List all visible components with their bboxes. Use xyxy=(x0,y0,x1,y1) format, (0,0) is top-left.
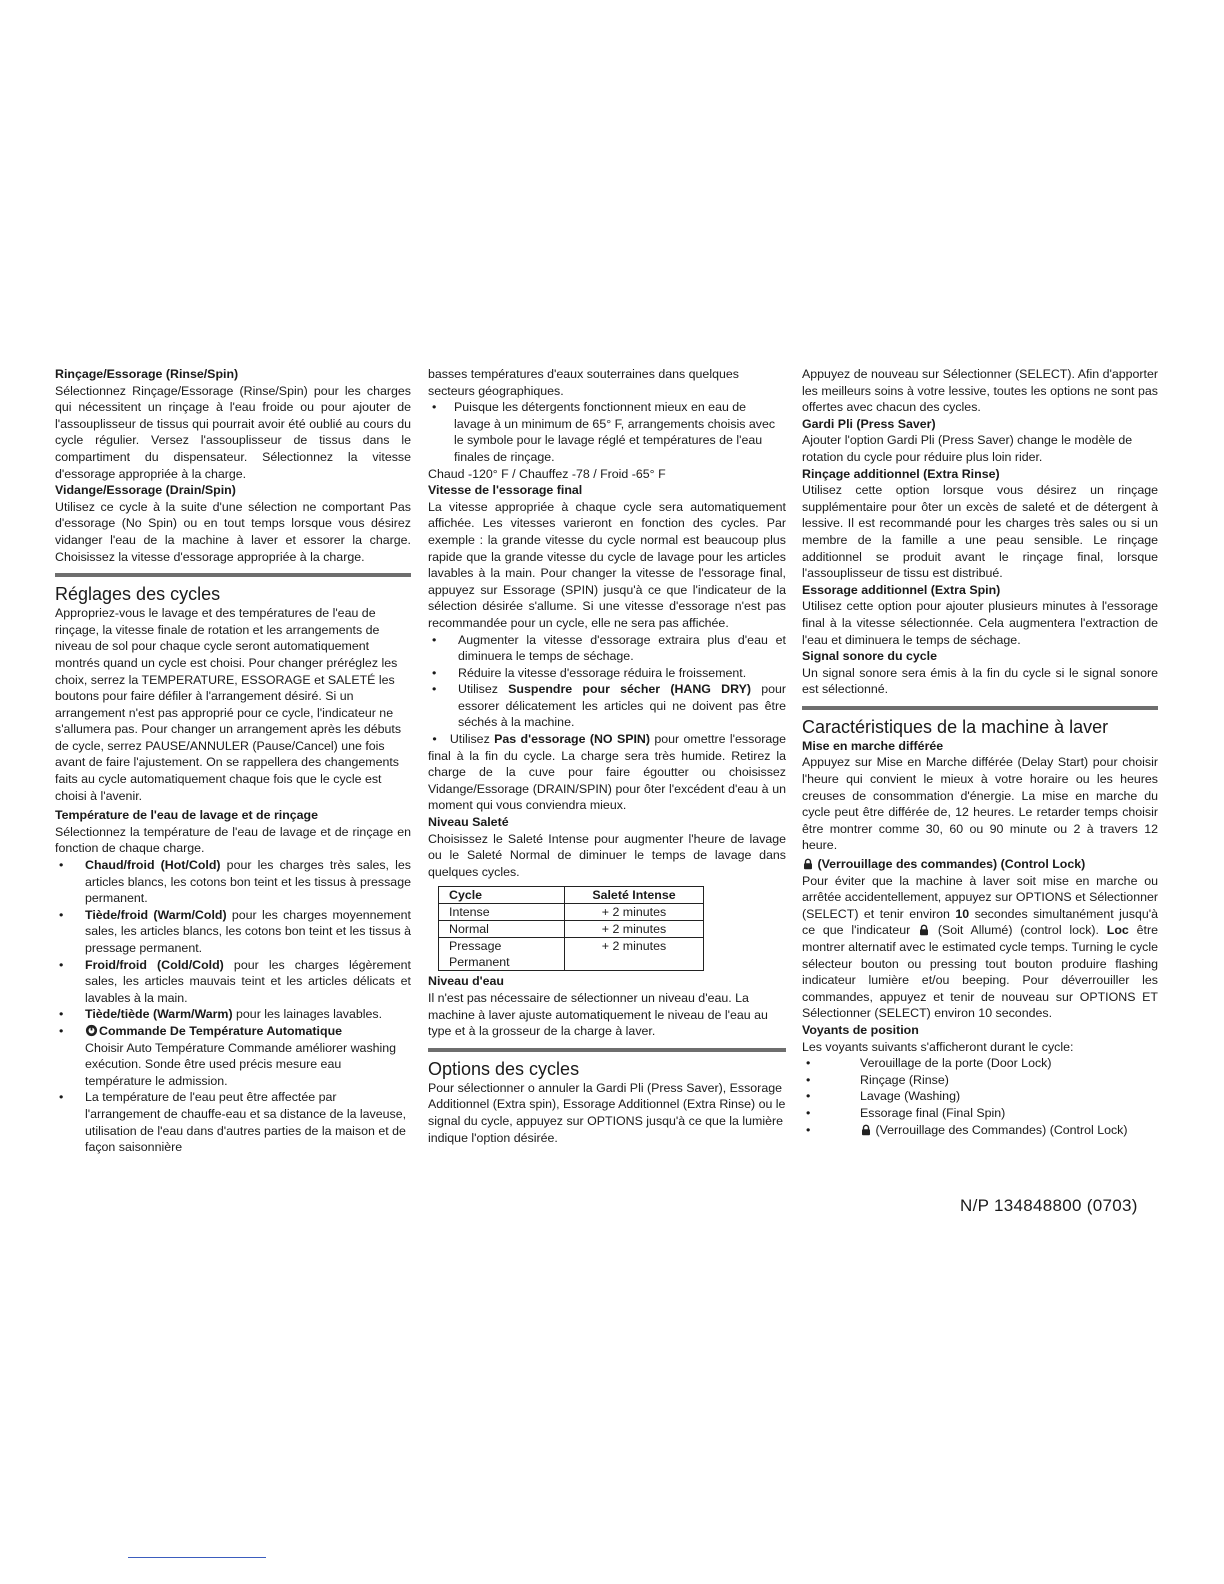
status-lights-body: Les voyants suivants s'afficheront durant le cycle: xyxy=(802,1039,1074,1054)
list-item: • Augmenter la vitesse d'essorage extraira plus d'eau et diminuera le temps de séchage. xyxy=(428,632,786,665)
list-item: • (Verrouillage des Commandes) (Control Lock) xyxy=(802,1122,1158,1139)
list-item: • Commande De Température Automatique Choisir Auto Température Commande améliorer washing exécution. Sonde être used précis mesure eau température le admission. xyxy=(55,1023,411,1089)
drain-spin-body: Utilisez ce cycle à la suite d'une sélection ne comportant Pas d'essorage (No Spin) ou en tout temps lorsque vous désirez vidanger l'eau de la machine à laver et essorer la charge. Choisissez la vitesse d'essorage appropriée à la charge. xyxy=(55,499,411,564)
soil-table xyxy=(438,886,704,971)
column-2 xyxy=(428,366,786,1146)
column-1 xyxy=(55,366,411,1156)
list-item: • Puisque les détergents fonctionnent mieux en eau de lavage à un minimum de 65° F, arrangements choisis avec le symbole pour le lavage réglé et températures de l'eau finales de rinçage. xyxy=(428,399,786,465)
list-item: • Essorage final (Final Spin) xyxy=(802,1105,1158,1122)
table-row xyxy=(439,904,704,921)
extra-rinse-heading: Rinçage additionnel (Extra Rinse) xyxy=(802,466,1000,481)
list-item: • La température de l'eau peut être affectée par l'arrangement de chauffe-eau et sa distance de la laveuse, utilisation de l'eau dans d'autres parties de la maison et de façon saisonnière xyxy=(55,1089,411,1155)
status-lights-list xyxy=(802,1055,1158,1138)
list-item: • Rinçage (Rinse) xyxy=(802,1072,1158,1089)
table-row xyxy=(439,938,704,971)
list-item: • Froid/froid (Cold/Cold) pour les charges légèrement sales, les articles mauvais teint et les articles délicats et lavables à la main. xyxy=(55,957,411,1007)
cycle-options-section xyxy=(428,1048,786,1146)
detergent-list xyxy=(428,399,786,465)
no-spin-paragraph: • Utilisez Pas d'essorage (NO SPIN) pour omettre l'essorage final à la fin du cycle. La charge sera très humide. Retirez la charge de la cuve pour faire égoutter ou choisissez Vidange/Essorage (DRAIN/SPIN) pour ôter l'excédent d'eau à un moment qui vous conviendra mieux. xyxy=(428,732,787,813)
soil-level-body: Choisissez le Saleté Intense pour augmenter l'heure de lavage ou le Saleté Normal de diminuer le temps de lavage dans quelques cycles. xyxy=(428,831,786,879)
cycle-options-body: Pour sélectionner o annuler la Gardi Pli (Press Saver), Essorage Additionnel (Extra spin), Essorage Additionnel (Extra Rinse) ou le signal du cycle, appuyez sur OPTIONS jusqu'à ce que la lumière indique l'option désirée. xyxy=(428,1080,786,1145)
drain-spin-heading: Vidange/Essorage (Drain/Spin) xyxy=(55,483,236,498)
water-level-body: Il n'est pas nécessaire de sélectionner un niveau d'eau. La machine à laver ajuste automatiquement le niveau de l'eau au type et à la grosseur de la charge à laver. xyxy=(428,991,768,1039)
part-number: N/P 134848800 (0703) xyxy=(960,1196,1138,1215)
temp-list xyxy=(55,857,411,1156)
cycle-signal-body: Un signal sonore sera émis à la fin du cycle si le signal sonore est sélectionné. xyxy=(802,665,1158,697)
continued-text: basses températures d'eaux souterraines dans quelques secteurs géographiques. xyxy=(428,367,739,398)
list-item: • Utilisez Suspendre pour sécher (HANG DRY) pour essorer délicatement les articles qui ne doivent pas être séchés à la machine. xyxy=(428,681,786,731)
soil-level-heading: Niveau Saleté xyxy=(428,815,509,830)
table-cell: + 2 minutes xyxy=(565,921,704,938)
press-saver-body: Ajouter l'option Gardi Pli (Press Saver) change le modèle de rotation du cycle pour réduire plus loin rider. xyxy=(802,433,1133,464)
final-spin-heading: Vitesse de l'essorage final xyxy=(428,483,583,498)
table-row xyxy=(439,921,704,938)
footer-rule xyxy=(128,1557,266,1558)
cycle-settings-body: Appropriez-vous le lavage et des températures de l'eau de rinçage, la vitesse finale de rotation et les arrangements de niveau de sol pour chaque cycle seront automatiquement montrés quand un cycle est choisi. Pour changer préréglez les choix, serrez la TEMPERATURE, ESSORAGE et SALETÉ les boutons pour faire défiler à l'arrangement désiré. Si un arrangement n'est pas approprié pour ce cycle, l'indicateur ne s'allumera pas. Pour changer un arrangement après les débuts de cycle, serrez PAUSE/ANNULER (Pause/Cancel) une fois avant de faire l'ajustement. On se rappellera des changements faits au cycle automatiquement chaque fois que le cycle est choisi à l'avenir. xyxy=(55,606,402,803)
list-item: • Lavage (Washing) xyxy=(802,1088,1158,1105)
wash-rinse-temp-body: Sélectionnez la température de l'eau de lavage et de rinçage en fonction de chaque charge. xyxy=(55,824,411,856)
spin-list xyxy=(428,632,786,732)
press-saver-heading: Gardi Pli (Press Saver) xyxy=(802,416,936,431)
table-cell: + 2 minutes xyxy=(565,938,704,971)
continued-text: Appuyez de nouveau sur Sélectionner (SELECT). Afin d'apporter les meilleurs soins à votre lessive, toutes les options ne sont pas offertes avec chacun des cycles. xyxy=(802,367,1158,415)
status-lights-heading: Voyants de position xyxy=(802,1022,919,1037)
cycle-signal-heading: Signal sonore du cycle xyxy=(802,649,937,664)
features-title: Caractéristiques de la machine à laver xyxy=(802,716,1109,737)
column-3 xyxy=(802,366,1158,1138)
extra-spin-body: Utilisez cette option pour ajouter plusieurs minutes à l'essorage final à la vitesse sélectionnée. Cela augmentera l'extraction de l'eau et diminuera le temps de séchage. xyxy=(802,599,1158,647)
rinse-spin-body: Sélectionnez Rinçage/Essorage (Rinse/Spin) pour les charges qui nécessitent un rinçage à l'eau froide ou pour ajouter de l'assouplisseur de tissus qui pourrait avoir été oublié au cours du cycle régulier. Versez l'assouplisseur de tissus dans le compartiment du dispensateur. Sélectionnez la vitesse d'essorage appropriée à la charge. xyxy=(55,383,411,481)
delay-start-heading: Mise en marche différée xyxy=(802,738,944,753)
table-cell: + 2 minutes xyxy=(565,904,704,921)
cycle-options-title: Options des cycles xyxy=(428,1058,580,1079)
table-header: Saleté Intense xyxy=(565,887,704,904)
wash-rinse-temp-heading: Température de l'eau de lavage et de rinçage xyxy=(55,808,319,823)
extra-spin-heading: Essorage additionnel (Extra Spin) xyxy=(802,582,1001,597)
features-section xyxy=(802,706,1158,738)
list-item: • Verouillage de la porte (Door Lock) xyxy=(802,1055,1158,1072)
control-lock-heading: (Verrouillage des commandes) (Control Lock) xyxy=(802,856,1158,873)
final-spin-body: La vitesse appropriée à chaque cycle sera automatiquement affichée. Les vitesses varieront en fonction des cycles. Par exemple : la grande vitesse du cycle normal est beaucoup plus rapide que la grande vitesse du cycle de lavage pour les articles lavables à la main. Pour changer la vitesse de l'essorage final, appuyez sur Essorage (SPIN) jusqu'à ce que l'indicateur de la sélection désirée s'allume. Si une vitesse d'essorage n'est pas recommandée pour un cycle, elle ne sera pas affichée. xyxy=(428,499,786,630)
delay-start-body: Appuyez sur Mise en Marche différée (Delay Start) pour choisir l'heure qui convient le mieux à votre horaire ou les heures creuses de consommation d'énergie. La mise en marche du cycle peut être différée de, 12 heures. Le retarder temps choisir être montrer comme 30, 60 ou 90 minute ou 2 à travers 12 heure. xyxy=(802,755,1158,853)
list-item: • Tiède/tiède (Warm/Warm) pour les lainages lavables. xyxy=(55,1006,411,1023)
list-item: • Tiède/froid (Warm/Cold) pour les charges moyennement sales, les articles blancs, les cotons bon teint et les tissus à pressage permanent. xyxy=(55,907,411,957)
water-level-heading: Niveau d'eau xyxy=(428,974,504,989)
lock-icon xyxy=(918,924,930,936)
lock-icon xyxy=(860,1124,872,1136)
table-cell: Intense xyxy=(439,904,565,921)
temps-line: Chaud -120° F / Chauffez -78 / Froid -65° F xyxy=(428,466,666,481)
table-header: Cycle xyxy=(439,887,565,904)
list-item: • Chaud/froid (Hot/Cold) pour les charges très sales, les articles blancs, les cotons bon teint et les tissus à pressage permanent. xyxy=(55,857,411,907)
lock-icon xyxy=(802,858,814,870)
extra-rinse-body: Utilisez cette option lorsque vous désirez un rinçage supplémentaire pour ôter un excès de saleté et de détergent à lessive. Il est recommandé pour les charges très sales ou si un membre de la famille a une peau sensible. Le rinçage additionnel se produit avant le rinçage final, lorsque l'assouplisseur de tissu est distribué. xyxy=(802,483,1158,581)
control-lock-body: Pour éviter que la machine à laver soit mise en marche ou arrêtée accidentellement, appuyez sur OPTIONS et Sélectionner (SELECT) et tenir environ 10 secondes simultanément jusqu'à ce que l'indicateur (Soit Allumé) (control lock). Loc être montrer alternatif avec le estimated cycle temps. Turning le cycle sélecteur bouton ou pressing tout bouton produire flashing indicateur lumière et/ou beeping. Pour déverrouiller les commandes, appuyez et tenir de nouveau sur OPTIONS ET Sélectionner (SELECT) environ 10 secondes. xyxy=(802,873,1158,1021)
table-cell: Pressage Permanent xyxy=(439,938,565,971)
table-header-row xyxy=(439,887,704,904)
list-item: • Réduire la vitesse d'essorage réduira le froissement. xyxy=(428,665,786,682)
rinse-spin-heading: Rinçage/Essorage (Rinse/Spin) xyxy=(55,367,239,381)
cycle-settings-section xyxy=(55,573,411,804)
auto-temperature-icon xyxy=(85,1024,98,1037)
cycle-settings-title: Réglages des cycles xyxy=(55,584,221,605)
table-cell: Normal xyxy=(439,921,565,938)
